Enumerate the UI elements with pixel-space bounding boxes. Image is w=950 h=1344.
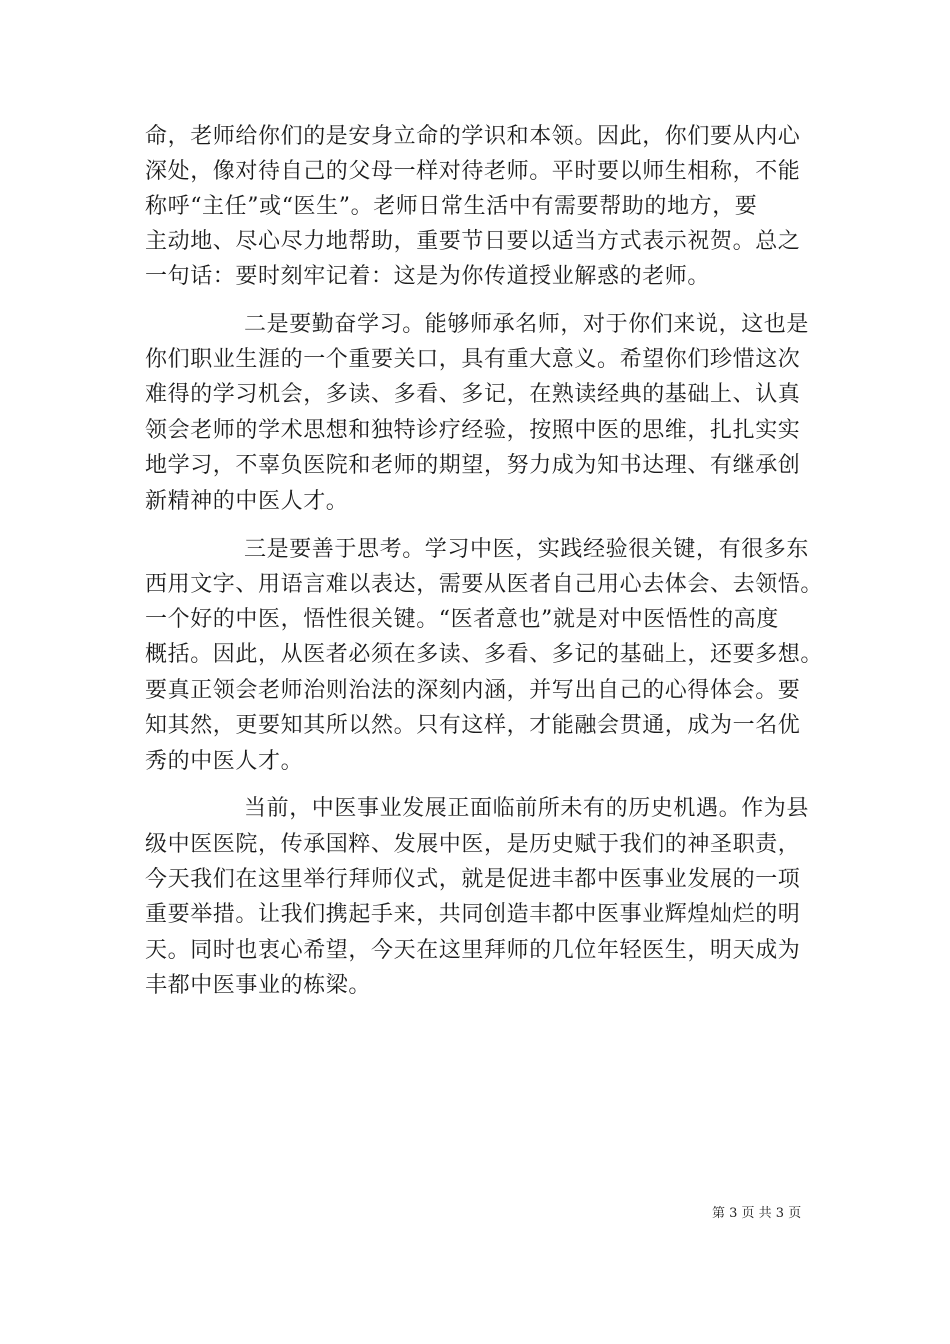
- body-line: 新精神的中医人才。: [145, 489, 349, 514]
- body-line: 秀的中医人才。: [145, 749, 304, 774]
- body-line: 要真正领会老师治则治法的深刻内涵，并写出自己的心得体会。要: [145, 678, 801, 703]
- paragraph-start-line: 二是要勤奋学习。能够师承名师，对于你们来说，这也是: [244, 312, 810, 337]
- body-line: 命，老师给你们的是安身立命的学识和本领。因此，你们要从内心: [145, 124, 801, 149]
- body-line: 概括。因此，从医者必须在多读、多看、多记的基础上，还要多想。: [145, 642, 824, 667]
- body-line: 难得的学习机会，多读、多看、多记，在熟读经典的基础上、认真: [145, 382, 801, 407]
- body-line: 主动地、尽心尽力地帮助，重要节日要以适当方式表示祝贺。总之: [145, 229, 801, 254]
- body-line: 地学习，不辜负医院和老师的期望，努力成为知书达理、有继承创: [145, 453, 801, 478]
- page-number: 第 3 页 共 3 页: [712, 1206, 802, 1221]
- body-line: 称呼“主任”或“医生”。老师日常生活中有需要帮助的地方，要: [145, 194, 758, 219]
- body-line: 领会老师的学术思想和独特诊疗经验，按照中医的思维，扎扎实实: [145, 418, 801, 443]
- body-line: 你们职业生涯的一个重要关口，具有重大意义。希望你们珍惜这次: [145, 347, 801, 372]
- body-line: 今天我们在这里举行拜师仪式，就是促进丰都中医事业发展的一项: [145, 867, 801, 892]
- body-line: 天。同时也衷心希望，今天在这里拜师的几位年轻医生，明天成为: [145, 938, 801, 963]
- paragraph-start-line: 当前，中医事业发展正面临前所未有的历史机遇。作为县: [244, 796, 810, 821]
- body-line: 西用文字、用语言难以表达，需要从医者自己用心去体会、去领悟。: [145, 572, 824, 597]
- body-line: 一句话：要时刻牢记着：这是为你传道授业解惑的老师。: [145, 264, 711, 289]
- body-line: 重要举措。让我们携起手来，共同创造丰都中医事业辉煌灿烂的明: [145, 902, 801, 927]
- body-line: 丰都中医事业的栋梁。: [145, 973, 372, 998]
- paragraph-start-line: 三是要善于思考。学习中医，实践经验很关键，有很多东: [244, 537, 810, 562]
- body-line: 知其然，更要知其所以然。只有这样，才能融会贯通，成为一名优: [145, 713, 801, 738]
- body-line: 一个好的中医，悟性很关键。“医者意也”就是对中医悟性的高度: [145, 607, 779, 632]
- body-line: 级中医医院，传承国粹、发展中医，是历史赋于我们的神圣职责，: [145, 832, 801, 857]
- body-line: 深处，像对待自己的父母一样对待老师。平时要以师生相称，不能: [145, 159, 801, 184]
